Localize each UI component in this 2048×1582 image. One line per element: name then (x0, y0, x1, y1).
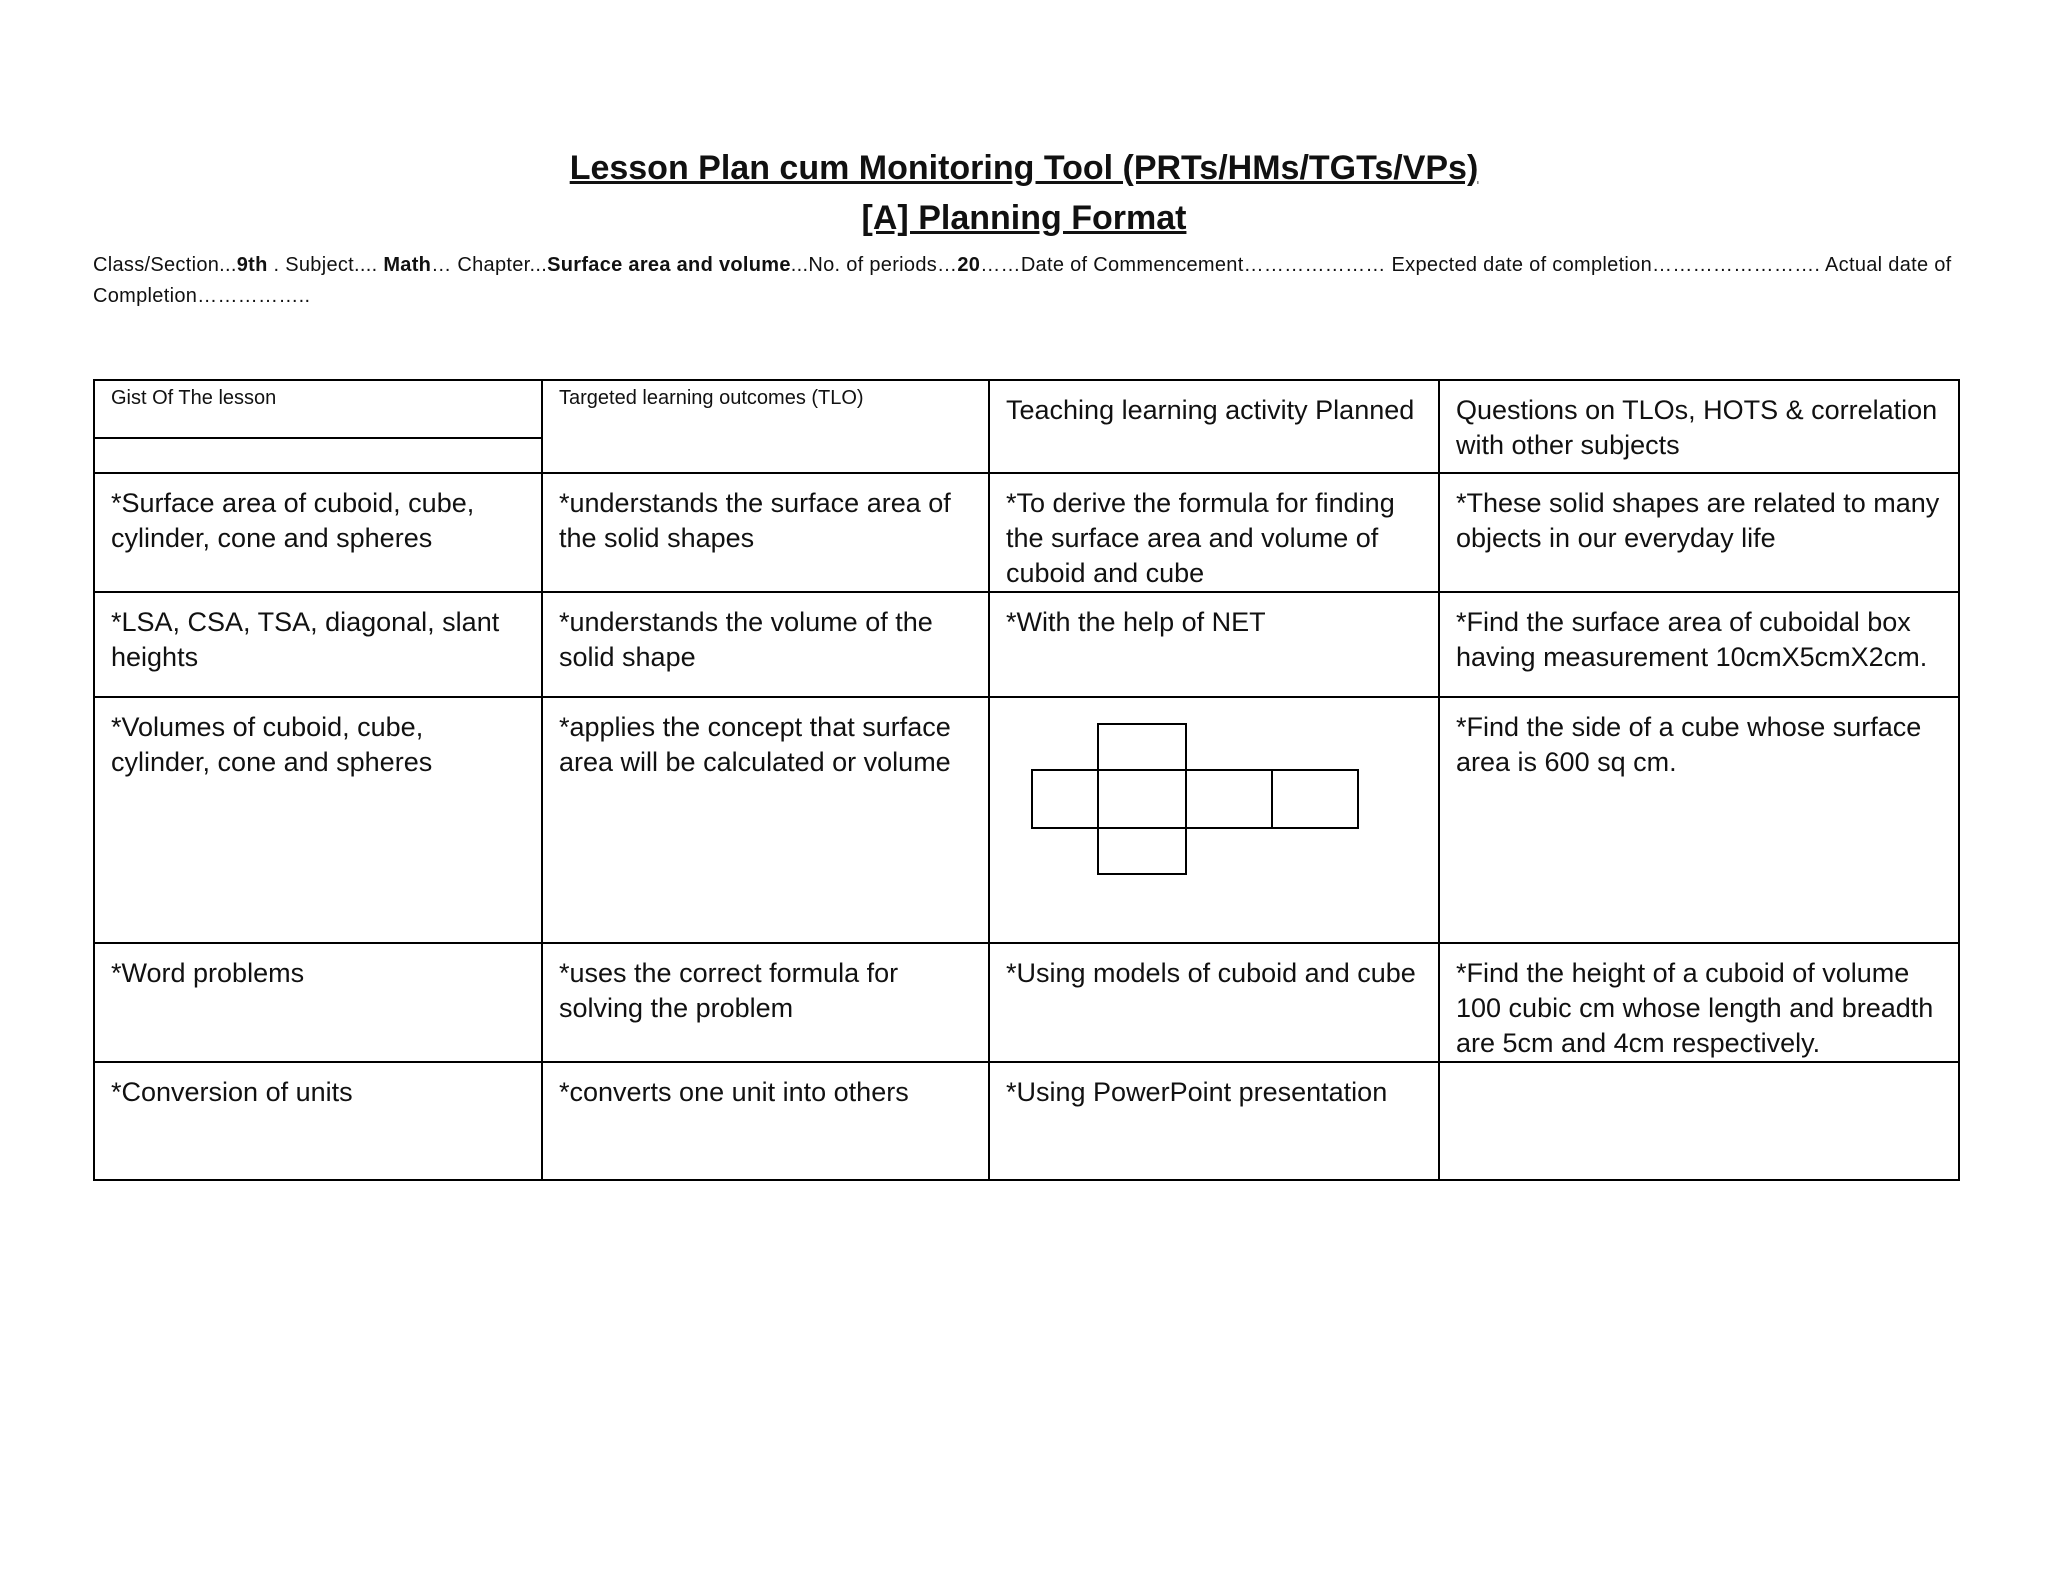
table-row (94, 1062, 1959, 1180)
class-value: 9th (236, 254, 268, 276)
subject-value: Math (383, 254, 432, 276)
questions-cell: *Find the side of a cube whose surface area is 600 sq cm. (1439, 697, 1959, 943)
planning-table (93, 379, 1960, 1181)
activity-cell: *With the help of NET (989, 592, 1439, 697)
document-subtitle: [A] Planning Format (861, 199, 1187, 237)
questions-cell (1439, 1062, 1959, 1180)
tlo-cell: *applies the concept that surface area will be calculated or volume (542, 697, 989, 943)
net-face-far-right (1272, 770, 1358, 828)
activity-cell: *Using models of cuboid and cube (989, 943, 1439, 1062)
lesson-meta-line (93, 250, 1973, 312)
dates-text: ……Date of Commencement………………… Expected date of completion……………………. Actual date of Completion…………….. (93, 254, 1952, 307)
document-title: Lesson Plan cum Monitoring Tool (PRTs/HMs/TGTs/VPs) (569, 149, 1479, 187)
table-row (94, 473, 1959, 592)
header-questions: Questions on TLOs, HOTS & correlation with other subjects (1439, 380, 1959, 473)
tlo-cell: *uses the correct formula for solving the problem (542, 943, 989, 1062)
chapter-value: Surface area and volume (547, 254, 791, 276)
net-face-top (1098, 724, 1186, 770)
header-gist-blank-cell (94, 438, 542, 473)
table-header-row (94, 380, 1959, 438)
questions-cell: *These solid shapes are related to many objects in our everyday life (1439, 473, 1959, 592)
class-label: Class/Section... (93, 254, 237, 276)
periods-value: 20 (957, 254, 981, 276)
questions-cell: *Find the surface area of cuboidal box having measurement 10cmX5cmX2cm. (1439, 592, 1959, 697)
net-face-bottom (1098, 828, 1186, 874)
activity-cell-cube-net (989, 697, 1439, 943)
periods-label: ...No. of periods… (790, 254, 958, 276)
tlo-cell: *understands the surface area of the solid shapes (542, 473, 989, 592)
table-row (94, 592, 1959, 697)
gist-cell: *Word problems (94, 943, 542, 1062)
gist-cell: *Conversion of units (94, 1062, 542, 1180)
gist-cell: *Volumes of cuboid, cube, cylinder, cone and spheres (94, 697, 542, 943)
activity-cell: *Using PowerPoint presentation (989, 1062, 1439, 1180)
net-face-right (1186, 770, 1272, 828)
tlo-cell: *converts one unit into others (542, 1062, 989, 1180)
header-gist: Gist Of The lesson (94, 380, 542, 438)
net-face-left (1032, 770, 1098, 828)
subject-label: . Subject.... (267, 254, 384, 276)
activity-cell: *To derive the formula for finding the surface area and volume of cuboid and cube (989, 473, 1439, 592)
cube-net-diagram (1030, 722, 1370, 882)
chapter-label: … Chapter... (431, 254, 548, 276)
questions-cell: *Find the height of a cuboid of volume 100 cubic cm whose length and breadth are 5cm and 4cm respectively. (1439, 943, 1959, 1062)
table-row (94, 943, 1959, 1062)
gist-cell: *Surface area of cuboid, cube, cylinder, cone and spheres (94, 473, 542, 592)
header-tlo: Targeted learning outcomes (TLO) (542, 380, 989, 473)
gist-cell: *LSA, CSA, TSA, diagonal, slant heights (94, 592, 542, 697)
net-face-center (1098, 770, 1186, 828)
table-row (94, 697, 1959, 943)
tlo-cell: *understands the volume of the solid shape (542, 592, 989, 697)
header-activity: Teaching learning activity Planned (989, 380, 1439, 473)
